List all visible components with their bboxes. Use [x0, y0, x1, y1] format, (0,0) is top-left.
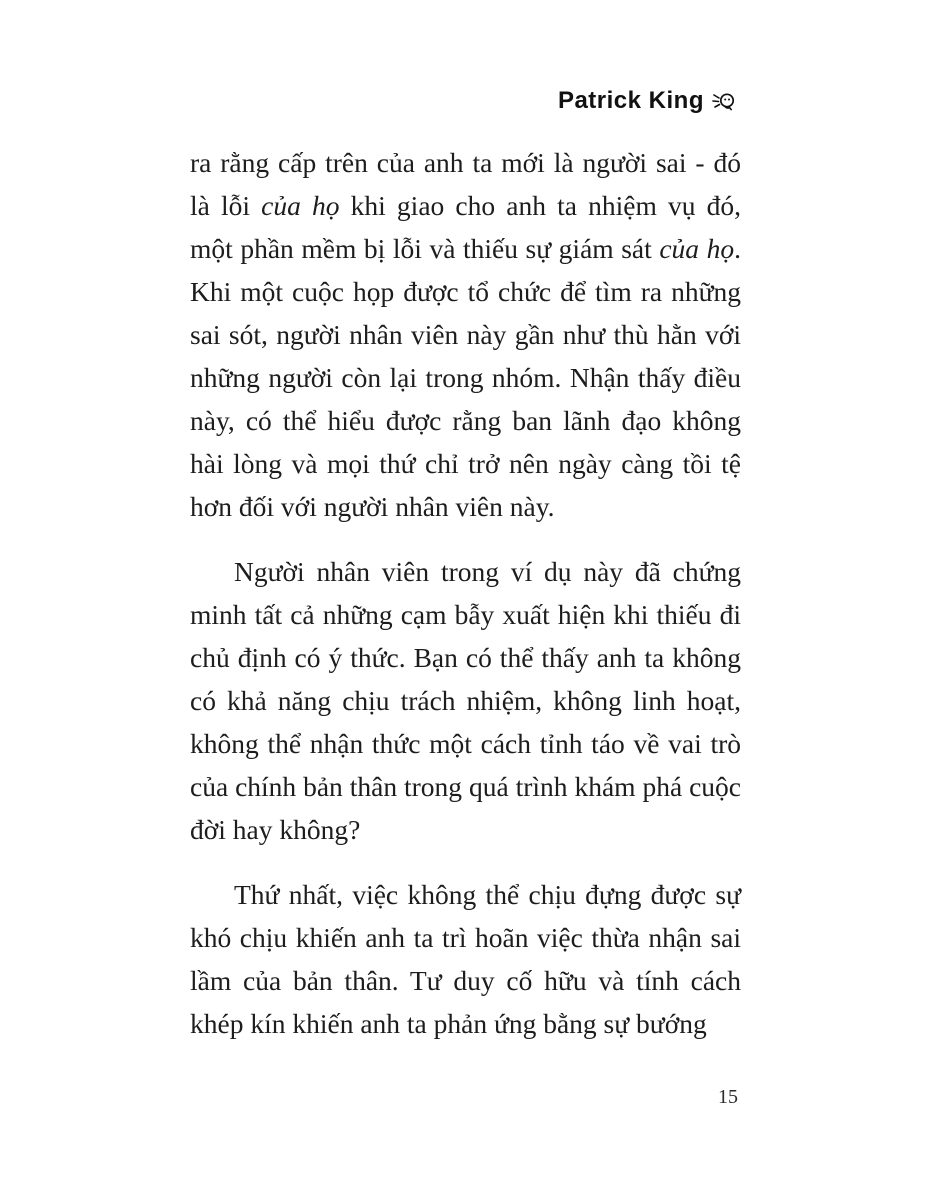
paragraph-text-italic: của họ — [659, 233, 735, 264]
paragraph-text-italic: của họ — [261, 190, 340, 221]
paragraph-text: ra rằng cấp trên của anh ta mới là người sai - đó là lỗi — [190, 147, 741, 221]
paragraph-3: Thứ nhất, việc không thể chịu đựng được sự khó chịu khiến anh ta trì hoãn việc thừa nhận sai lầm của bản thân. Tư duy cố hữu và tính cách khép kín khiến anh ta phản ứng bằng sự bướng — [190, 879, 741, 1039]
paragraph-1 — [190, 141, 741, 528]
doodle-lightbulb-icon — [711, 86, 741, 116]
paragraph-text: . Khi một cuộc họp được tổ chức để tìm ra những sai sót, người nhân viên này gần như thù hằn với những người còn lại trong nhóm. Nhận thấy điều này, có thể hiểu được rằng ban lãnh đạo không hài lòng và mọi thứ chỉ trở nên ngày càng tồi tệ hơn đối với người nhân viên này. — [190, 233, 741, 522]
paragraph-text: khi giao cho anh ta nhiệm vụ đó, một phần mềm bị lỗi và thiếu sự giám sát — [190, 190, 741, 264]
paragraph-2: Người nhân viên trong ví dụ này đã chứng minh tất cả những cạm bẫy xuất hiện khi thiếu đi chủ định có ý thức. Bạn có thể thấy anh ta không có khả năng chịu trách nhiệm, không linh hoạt, không thể nhận thức một cách tỉnh táo về vai trò của chính bản thân trong quá trình khám phá cuộc đời hay không? — [190, 556, 741, 845]
author-name: Patrick King — [557, 87, 704, 114]
page-body — [190, 141, 741, 1067]
page-number: 15 — [718, 1086, 738, 1108]
page-header — [558, 86, 741, 116]
